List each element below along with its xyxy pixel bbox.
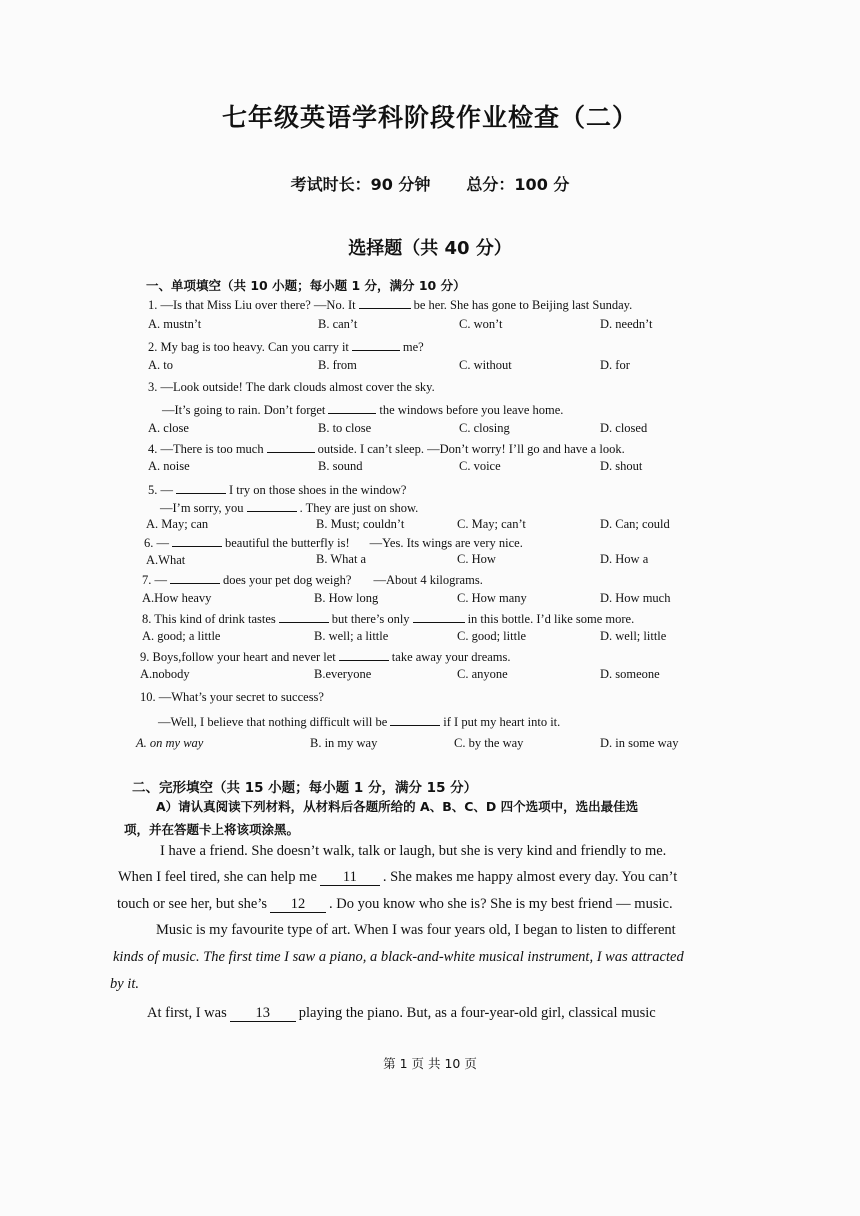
- option-d: D. How much: [600, 591, 671, 605]
- passage-line: Music is my favourite type of art. When I was four years old, I began to listen to different: [156, 922, 676, 938]
- option-d: D. well; little: [600, 629, 667, 643]
- option-b: B. in my way: [310, 736, 378, 750]
- answer-blank: [172, 534, 222, 547]
- option-b: B.everyone: [314, 667, 372, 681]
- option-c: C. voice: [459, 459, 501, 473]
- option-b: B. well; a little: [314, 629, 389, 643]
- option-a: A. mustn’t: [148, 317, 202, 331]
- exam-duration: 考试时长：90 分钟: [290, 175, 431, 194]
- option-a: A. good; a little: [142, 629, 221, 643]
- question-3: 3. —Look outside! The dark clouds almost cover the sky.: [148, 380, 435, 394]
- passage-line: touch or see her, but she’s 12 . Do you know who she is? She is my best friend — music.: [117, 896, 673, 912]
- option-a: A. close: [148, 421, 189, 435]
- answer-blank: [279, 610, 329, 623]
- option-d: D. Can; could: [600, 517, 670, 531]
- part2-instruction-line-2: 项，并在答题卡上将该项涂黑。: [124, 822, 300, 837]
- option-c: C. How: [457, 552, 496, 566]
- option-b: B. What a: [316, 552, 367, 566]
- option-a: A.What: [146, 553, 186, 567]
- option-a: A. noise: [148, 459, 190, 473]
- option-c: C. anyone: [457, 667, 508, 681]
- option-c: C. May; can’t: [457, 517, 526, 531]
- option-d: D. in some way: [600, 736, 679, 750]
- option-c: C. good; little: [457, 629, 527, 643]
- exam-total-score: 总分：100 分: [466, 175, 570, 194]
- option-c: C. How many: [457, 591, 527, 605]
- question-2: 2. My bag is too heavy. Can you carry it me?: [148, 340, 424, 354]
- option-b: B. to close: [318, 421, 372, 435]
- answer-blank: [352, 338, 400, 351]
- passage-line: by it.: [110, 976, 139, 992]
- option-c: C. won’t: [459, 317, 503, 331]
- option-a: A. May; can: [146, 517, 209, 531]
- option-d: D. closed: [600, 421, 648, 435]
- section-title: 选择题（共 40 分）: [348, 238, 512, 259]
- option-c: C. by the way: [454, 736, 524, 750]
- question-6: 6. — beautiful the butterfly is! —Yes. Its wings are very nice.: [144, 536, 523, 550]
- passage-line: At first, I was 13 playing the piano. But, as a four-year-old girl, classical music: [147, 1005, 656, 1021]
- answer-blank: [170, 571, 220, 584]
- question-8: 8. This kind of drink tastes but there’s only in this bottle. I’d like some more.: [142, 612, 635, 626]
- answer-blank: [267, 440, 315, 453]
- part1-heading: 一、单项填空（共 10 小题；每小题 1 分，满分 10 分）: [146, 278, 466, 293]
- answer-blank: [359, 296, 411, 309]
- question-4: 4. —There is too much outside. I can’t sleep. —Don’t worry! I’ll go and have a look.: [148, 442, 625, 456]
- option-d: D. someone: [600, 667, 660, 681]
- option-b: B. sound: [318, 459, 363, 473]
- part2-instruction-line-1: A）请认真阅读下列材料，从材料后各题所给的 A、B、C、D 四个选项中，选出最佳选: [156, 799, 639, 814]
- question-10: 10. —What’s your secret to success?: [140, 690, 324, 704]
- option-a: A. on my way: [136, 736, 204, 750]
- part2-heading: 二、完形填空（共 15 小题；每小题 1 分，满分 15 分）: [132, 780, 478, 796]
- cloze-blank-13: 13: [230, 1006, 296, 1022]
- option-d: D. for: [600, 358, 630, 372]
- answer-blank: [390, 713, 440, 726]
- answer-blank: [247, 499, 297, 512]
- answer-blank: [339, 648, 389, 661]
- option-c: C. without: [459, 358, 512, 372]
- option-a: A. to: [148, 358, 173, 372]
- option-c: C. closing: [459, 421, 510, 435]
- document-title: 七年级英语学科阶段作业检查（二）: [221, 103, 638, 132]
- question-9: 9. Boys,follow your heart and never let take away your dreams.: [140, 650, 511, 664]
- passage-line: I have a friend. She doesn’t walk, talk or laugh, but she is very kind and friendly to me.: [160, 843, 667, 859]
- answer-blank: [413, 610, 465, 623]
- option-a: A.nobody: [140, 667, 190, 681]
- question-5: 5. — I try on those shoes in the window?: [148, 483, 407, 497]
- option-b: B. from: [318, 358, 357, 372]
- cloze-blank-12: 12: [270, 897, 326, 913]
- question-10-line-2: —Well, I believe that nothing difficult will be if I put my heart into it.: [158, 715, 561, 729]
- option-d: D. How a: [600, 552, 649, 566]
- page-footer: 第 1 页 共 10 页: [383, 1056, 477, 1071]
- answer-blank: [176, 481, 226, 494]
- option-d: D. shout: [600, 459, 643, 473]
- question-3-line-2: —It’s going to rain. Don’t forget the windows before you leave home.: [162, 403, 564, 417]
- option-b: B. can’t: [318, 317, 358, 331]
- question-1: 1. —Is that Miss Liu over there? —No. It be her. She has gone to Beijing last Sunday.: [148, 298, 633, 312]
- option-d: D. needn’t: [600, 317, 653, 331]
- passage-line: When I feel tired, she can help me 11 . She makes me happy almost every day. You can’t: [118, 869, 678, 885]
- exam-info: [0, 172, 860, 195]
- option-a: A.How heavy: [142, 591, 212, 605]
- option-b: B. How long: [314, 591, 379, 605]
- passage-line: kinds of music. The first time I saw a piano, a black-and-white musical instrument, I was attracted: [113, 949, 684, 965]
- cloze-blank-11: 11: [320, 870, 380, 886]
- answer-blank: [328, 401, 376, 414]
- question-7: 7. — does your pet dog weigh? —About 4 kilograms.: [142, 573, 483, 587]
- option-b: B. Must; couldn’t: [316, 517, 405, 531]
- question-5-line-2: —I’m sorry, you . They are just on show.: [160, 501, 419, 515]
